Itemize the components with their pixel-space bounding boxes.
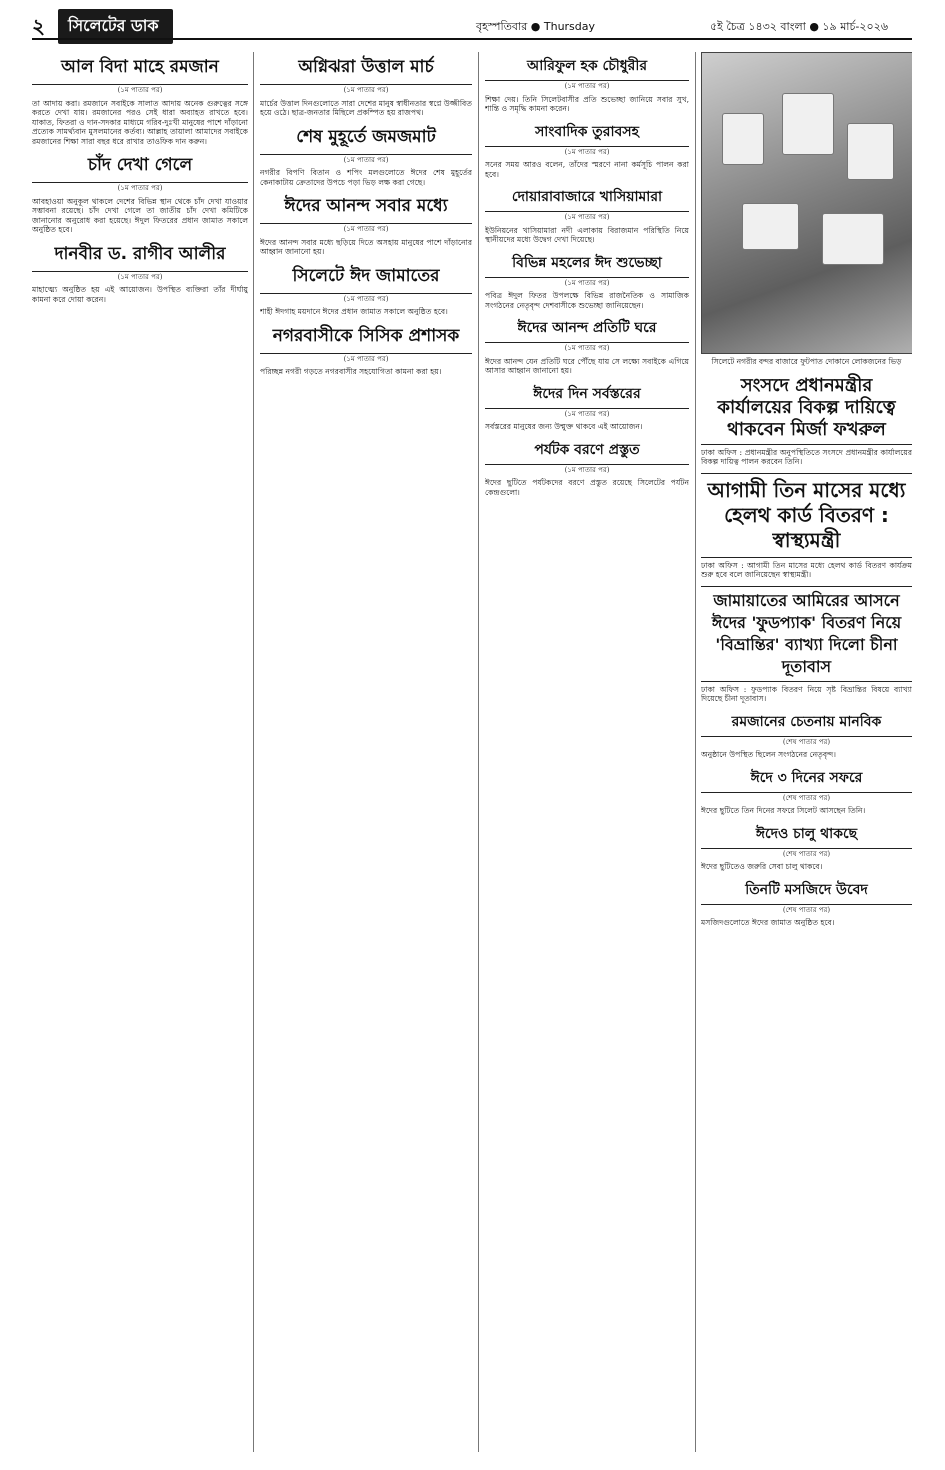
article-headline: ঈদেও চালু থাকছে — [701, 822, 912, 849]
article-headline: আরিফুল হক চৌধুরীর — [485, 54, 689, 81]
article — [485, 316, 689, 376]
column-divider — [253, 52, 254, 1452]
article — [260, 124, 472, 188]
market-photo — [701, 52, 912, 354]
continuation-label: (শেষ পাতার পর) — [782, 905, 831, 914]
article-headline: বিভিন্ন মহলের ঈদ শুভেচ্ছা — [485, 251, 689, 278]
article — [32, 152, 248, 235]
article — [260, 193, 472, 257]
article-body: আবহাওয়া অনুকূল থাকলে দেশের বিভিন্ন স্থান থেকে চাঁদ দেখা যাওয়ার সম্ভাবনা রয়েছে। চাঁদ দেখা গেলে তা জাতীয় চাঁদ দেখা কমিটিকে জানানোর অনুরোধ করা হয়েছে। ঈদুল ফিতরের প্রধান জামাত সকালে অনুষ্ঠিত হবে। — [32, 196, 248, 234]
article-body: ঢাকা অফিস : ফুডপ্যাক বিতরণ নিয়ে সৃষ্ট বিভ্রান্তির বিষয়ে ব্যাখ্যা দিয়েছে চীনা দূতাবাস। — [701, 684, 912, 703]
newspaper-logo: সিলেটের ডাক — [58, 9, 173, 44]
continuation-label: (শেষ পাতার পর) — [782, 737, 831, 746]
column-divider — [695, 52, 696, 1452]
article-headline: সিলেটে ঈদ জামাতের — [260, 263, 472, 294]
article-body: ঢাকা অফিস : আগামী তিন মাসের মধ্যে হেলথ কার্ড বিতরণ কার্যক্রম শুরু হবে বলে জানিয়েছেন স্বাস্থ্যমন্ত্রী। — [701, 560, 912, 579]
continuation-label: (শেষ পাতার পর) — [782, 849, 831, 858]
article-headline: আল বিদা মাহে রমজান — [32, 54, 248, 85]
continuation-label: (১ম পাতার পর) — [343, 294, 389, 303]
article-body: তা আদায় করা। রমজানে সবাইকে সালাত আদায় অনেক গুরুত্বের সঙ্গে করতে দেখা যায়। রমজানের পরও সেই ধারা অব্যাহত রাখতে হবে। যাকাত, ফিতরা ও দান-সদকার মাধ্যমে গরিব-দুঃখী মানুষের পাশে দাঁড়ানো প্রত্যেক সামর্থ্যবান মুসলমানের কর্তব্য। আল্লাহ তায়ালা আমাদের সবাইকে রমজানের শিক্ষা সারা বছর ধরে রাখার তাওফিক দান করুন। — [32, 98, 248, 146]
article-body: সর্বস্তরের মানুষের জন্য উন্মুক্ত থাকবে এই আয়োজন। — [485, 422, 643, 431]
masthead-rule — [32, 38, 912, 40]
article — [260, 263, 472, 317]
masthead — [0, 0, 945, 42]
continuation-label: (১ম পাতার পর) — [564, 465, 610, 474]
column-2 — [260, 52, 472, 1452]
article-body: ঈদের আনন্দ যেন প্রতিটি ঘরে পৌঁছে যায় সে লক্ষ্যে সবাইকে এগিয়ে আসার আহ্বান জানানো হয়। — [485, 356, 689, 375]
article-headline: আগামী তিন মাসের মধ্যে হেলথ কার্ড বিতরণ : স্বাস্থ্যমন্ত্রী — [701, 473, 912, 558]
bag-shape — [847, 123, 894, 180]
article — [485, 251, 689, 311]
article — [485, 185, 689, 245]
article-body: পবিত্র ঈদুল ফিতর উপলক্ষে বিভিন্ন রাজনৈতিক ও সামাজিক সংগঠনের নেতৃবৃন্দ দেশবাসীকে শুভেচ্ছা জানিয়েছেন। — [485, 291, 689, 310]
continuation-label: (১ম পাতার পর) — [117, 184, 163, 192]
article-body: শিক্ষা দেয়। তিনি সিলেটবাসীর প্রতি শুভেচ্ছা জানিয়ে সবার সুখ, শান্তি ও সমৃদ্ধি কামনা করেন। — [485, 94, 689, 113]
continuation-label: (১ম পাতার পর) — [343, 354, 389, 363]
article-headline: সংসদে প্রধানমন্ত্রীর কার্যালয়ের বিকল্প দায়িত্বে থাকবেন মির্জা ফখরুল — [701, 375, 912, 445]
article-headline: ঈদের আনন্দ প্রতিটি ঘরে — [485, 316, 689, 343]
article-headline: ঈদে ৩ দিনের সফরে — [701, 766, 912, 793]
column-divider — [478, 52, 479, 1452]
article-headline: ঈদের আনন্দ সবার মধ্যে — [260, 193, 472, 224]
continuation-label: (১ম পাতার পর) — [564, 344, 610, 352]
article — [701, 710, 912, 760]
page-number: ২ — [32, 14, 46, 38]
article-headline: নগরবাসীকে সিসিক প্রশাসক — [260, 323, 472, 354]
continuation-label: (১ম পাতার পর) — [117, 86, 163, 94]
article-body: ঈদের ছুটিতে তিন দিনের সফরে সিলেট আসছেন তিনি। — [701, 806, 866, 815]
article — [485, 120, 689, 180]
date-label: ৫ই চৈত্র ১৪৩২ বাংলা ● ১৯ মার্চ-২০২৬ — [710, 20, 889, 33]
article-headline: ঈদের দিন সর্বস্তরের — [485, 382, 689, 409]
article-body: পরিচ্ছন্ন নগরী গড়তে নগরবাসীর সহযোগিতা কামনা করা হয়। — [260, 367, 442, 376]
continuation-label: (১ম পাতার পর) — [343, 155, 389, 164]
article — [260, 323, 472, 377]
article-headline: অগ্নিঝরা উত্তাল মার্চ — [260, 54, 472, 85]
article — [701, 473, 912, 580]
article-headline: সাংবাদিক তুরাবসহ — [485, 120, 689, 147]
article-body: মার্চের উত্তাল দিনগুলোতে সারা দেশের মানুষ স্বাধীনতার স্বপ্নে উজ্জীবিত হয়ে ওঠে। ছাত্র-জনতার মিছিলে প্রকম্পিত হয় রাজপথ। — [260, 98, 472, 117]
article-body: ঢাকা অফিস : প্রধানমন্ত্রীর অনুপস্থিতিতে সংসদে প্রধানমন্ত্রীর কার্যালয়ের বিকল্প দায়িত্ব পালন করবেন তিনি। — [701, 447, 912, 466]
article-headline: দোয়ারাবাজারে খাসিয়ামারা — [485, 185, 689, 212]
article-body: মাহাত্ম্যে অনুষ্ঠিত হয় এই আয়োজন। উপস্থিত ব্যক্তিরা তাঁর দীর্ঘায়ু কামনা করে দোয়া করেন। — [32, 285, 248, 304]
column-4 — [701, 52, 912, 1452]
bag-shape — [742, 203, 799, 250]
article-body: শাহী ঈদগাহ ময়দানে ঈদের প্রধান জামাত সকালে অনুষ্ঠিত হবে। — [260, 307, 448, 316]
article-body: ঈদের আনন্দ সবার মধ্যে ছড়িয়ে দিতে অসহায় মানুষের পাশে দাঁড়ানোর আহ্বান জানানো হয়। — [260, 237, 472, 256]
article — [701, 822, 912, 872]
photo-caption: সিলেটে নগরীর বন্দর বাজারে ফুটপাত দোকানে লোকজনের ভিড় — [711, 357, 902, 366]
article-body: সনের সময় আরও বলেন, তাঁদের স্মরণে নানা কর্মসূচি পালন করা হবে। — [485, 160, 689, 179]
article-headline: দানবীর ড. রাগীব আলীর — [32, 241, 248, 272]
continuation-label: (১ম পাতার পর) — [117, 272, 163, 281]
continuation-label: (শেষ পাতার পর) — [782, 793, 831, 802]
article-body: ঈদের ছুটিতেও জরুরি সেবা চালু থাকবে। — [701, 862, 823, 871]
article-headline: তিনটি মসজিদে উবেদ — [701, 878, 912, 905]
article — [260, 54, 472, 118]
article — [701, 586, 912, 704]
article — [485, 54, 689, 114]
article — [485, 438, 689, 498]
column-3 — [485, 52, 689, 1452]
continuation-label: (১ম পাতার পর) — [564, 213, 610, 221]
article — [701, 375, 912, 467]
day-label: বৃহস্পতিবার ● Thursday — [476, 20, 596, 33]
article-headline: চাঁদ দেখা গেলে — [32, 152, 248, 183]
article — [32, 241, 248, 305]
article-body: নগরীর বিপণি বিতান ও শপিং মলগুলোতে ঈদের শেষ মুহূর্তের কেনাকাটায় ক্রেতাদের উপচে পড়া ভিড় লক্ষ করা গেছে। — [260, 168, 472, 187]
column-1 — [32, 52, 248, 1452]
continuation-label: (১ম পাতার পর) — [564, 147, 610, 156]
article — [701, 878, 912, 928]
continuation-label: (১ম পাতার পর) — [564, 278, 610, 287]
bag-shape — [722, 113, 764, 165]
article-body: ঈদের ছুটিতে পর্যটকদের বরণে প্রস্তুত রয়েছে সিলেটের পর্যটন কেন্দ্রগুলো। — [485, 478, 689, 497]
article — [32, 54, 248, 146]
article-body: মসজিদগুলোতে ঈদের জামাত অনুষ্ঠিত হবে। — [701, 918, 835, 927]
bag-shape — [822, 213, 884, 265]
continuation-label: (১ম পাতার পর) — [564, 82, 610, 90]
article-headline: শেষ মুহূর্তে জমজমাট — [260, 124, 472, 155]
article — [701, 766, 912, 816]
article-headline: পর্যটক বরণে প্রস্তুত — [485, 438, 689, 465]
article — [485, 382, 689, 432]
article-body: ইউনিয়নের খাসিয়ামারা নদী এলাকায় বিরাজমান পরিস্থিতি নিয়ে স্থানীয়দের মধ্যে উদ্বেগ দেখা দিয়েছে। — [485, 225, 689, 244]
continuation-label: (১ম পাতার পর) — [343, 86, 389, 94]
bag-shape — [782, 93, 834, 155]
continuation-label: (১ম পাতার পর) — [564, 409, 610, 418]
article-body: অনুষ্ঠানে উপস্থিত ছিলেন সংগঠনের নেতৃবৃন্দ। — [701, 750, 836, 759]
article-headline: জামায়াতের আমিরের আসনে ঈদের 'ফুডপ্যাক' বিতরণ নিয়ে 'বিভ্রান্তির' ব্যাখ্যা দিলো চীনা দূতাবাস — [701, 586, 912, 682]
article-headline: রমজানের চেতনায় মানবিক — [701, 710, 912, 737]
continuation-label: (১ম পাতার পর) — [343, 225, 389, 233]
